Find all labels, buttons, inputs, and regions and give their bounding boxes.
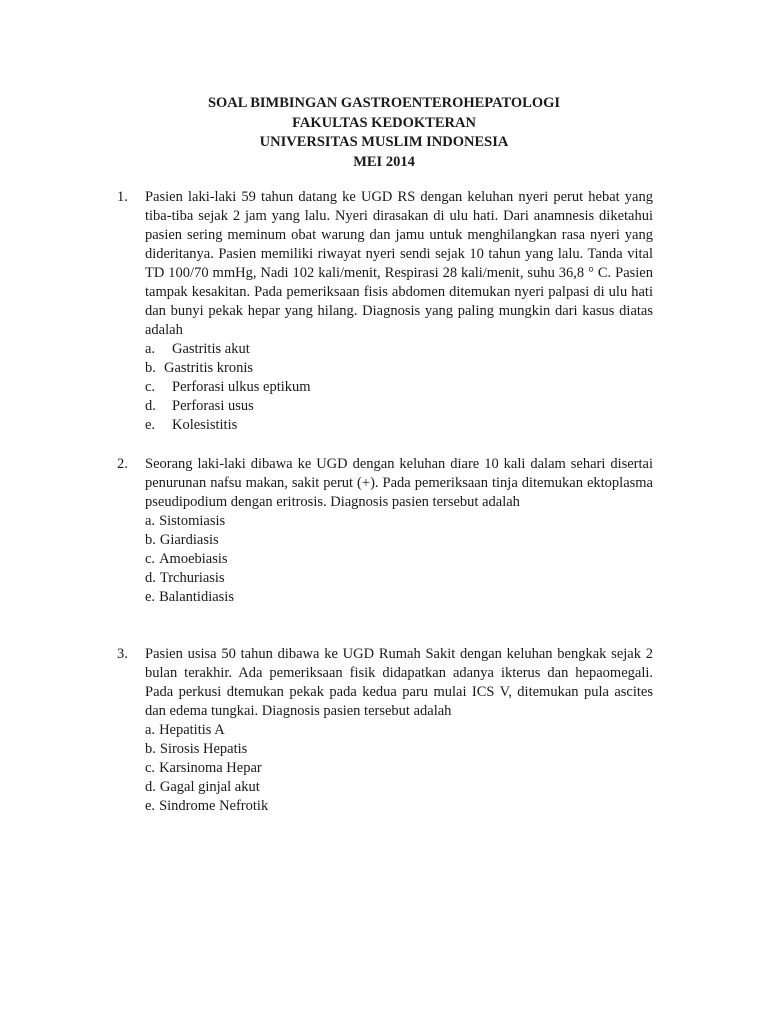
question-text: Pasien usisa 50 tahun dibawa ke UGD Rumah Sakit dengan keluhan bengkak sejak 2 bulan terakhir. Ada pemeriksaan fisik didapatkan adanya ikterus dan hepaomegali. Pada perkusi dtemukan pekak pada kedua paru mulai ICS V, ditemukan pula ascites dan edema tungkai. Diagnosis pasien tersebut adalah bbox=[145, 646, 653, 719]
option-text: Sirosis Hepatis bbox=[159, 741, 248, 757]
option-d bbox=[145, 778, 653, 797]
option-letter: d. bbox=[145, 398, 156, 414]
option-text: Perforasi ulkus eptikum bbox=[172, 379, 311, 395]
option-letter: e. bbox=[145, 798, 156, 814]
option-text: Gagal ginjal akut bbox=[159, 779, 260, 795]
header-university: UNIVERSITAS MUSLIM INDONESIA bbox=[259, 134, 509, 150]
option-d bbox=[145, 569, 653, 588]
option-text: Giardiasis bbox=[159, 532, 219, 548]
document-header bbox=[0, 94, 768, 172]
question-text: Seorang laki-laki dibawa ke UGD dengan keluhan diare 10 kali dalam sehari disertai penurunan nafsu makan, sakit perut (+). Pada pemeriksaan tinja ditemukan ektoplasma pseudipodium dengan eritrosis. Diagnosis pasien tersebut adalah bbox=[145, 456, 653, 510]
question-number: 3. bbox=[117, 646, 128, 662]
option-text: Hepatitis A bbox=[159, 722, 225, 738]
option-c bbox=[145, 550, 653, 569]
option-a bbox=[145, 512, 653, 531]
question-text: Pasien laki-laki 59 tahun datang ke UGD RS dengan keluhan nyeri perut hebat yang tiba-tiba sejak 2 jam yang lalu. Nyeri dirasakan di ulu hati. Dari anamnesis diketahui pasien sering meminum obat warung dan jamu untuk menghilangkan rasa nyeri yang dideritanya. Pasien memiliki riwayat nyeri sendi sejak 10 tahun yang lalu. Tanda vital TD 100/70 mmHg, Nadi 102 kali/menit, Respirasi 28 kali/menit, suhu 36,8 ° C. Pasien tampak kesakitan. Pada pemeriksaan fisis abdomen ditemukan nyeri palpasi di ulu hati dan bunyi pekak hepar yang hilang. Diagnosis yang paling mungkin dari kasus diatas adalah bbox=[145, 189, 653, 338]
option-text: Trchuriasis bbox=[159, 570, 225, 586]
header-faculty: FAKULTAS KEDOKTERAN bbox=[292, 114, 476, 131]
option-e bbox=[145, 588, 653, 607]
question-number: 2. bbox=[117, 456, 128, 472]
option-letter: e. bbox=[145, 589, 156, 605]
option-letter: c. bbox=[145, 551, 156, 567]
option-text: Amoebiasis bbox=[159, 551, 228, 567]
option-b bbox=[145, 531, 653, 550]
question-3 bbox=[117, 645, 653, 816]
option-text: Sistomiasis bbox=[159, 513, 226, 529]
option-a bbox=[145, 340, 653, 359]
option-letter: b. bbox=[145, 360, 156, 376]
option-text: Sindrome Nefrotik bbox=[159, 798, 269, 814]
option-letter: a. bbox=[145, 513, 156, 529]
option-c bbox=[145, 378, 653, 397]
option-text: Kolesistitis bbox=[172, 417, 238, 433]
option-letter: b. bbox=[145, 741, 156, 757]
option-text: Gastritis akut bbox=[172, 341, 250, 357]
option-e bbox=[145, 797, 653, 816]
option-letter: c. bbox=[145, 760, 156, 776]
option-letter: d. bbox=[145, 570, 156, 586]
header-date: MEI 2014 bbox=[353, 153, 415, 170]
option-text: Perforasi usus bbox=[172, 398, 254, 414]
option-letter: d. bbox=[145, 779, 156, 795]
option-text: Gastritis kronis bbox=[164, 360, 254, 376]
option-letter: c. bbox=[145, 379, 156, 395]
option-text: Karsinoma Hepar bbox=[159, 760, 262, 776]
question-2 bbox=[117, 455, 653, 607]
option-a bbox=[145, 721, 653, 740]
option-letter: a. bbox=[145, 722, 156, 738]
question-1 bbox=[117, 188, 653, 435]
header-title: SOAL BIMBINGAN GASTROENTEROHEPATOLOGI bbox=[207, 95, 561, 111]
option-b bbox=[145, 359, 653, 378]
option-b bbox=[145, 740, 653, 759]
option-c bbox=[145, 759, 653, 778]
option-d bbox=[145, 397, 653, 416]
option-letter: b. bbox=[145, 532, 156, 548]
option-letter: a. bbox=[145, 341, 156, 357]
option-e bbox=[145, 416, 653, 435]
question-number: 1. bbox=[117, 189, 128, 205]
option-text: Balantidiasis bbox=[159, 589, 234, 605]
option-letter: e. bbox=[145, 417, 156, 433]
